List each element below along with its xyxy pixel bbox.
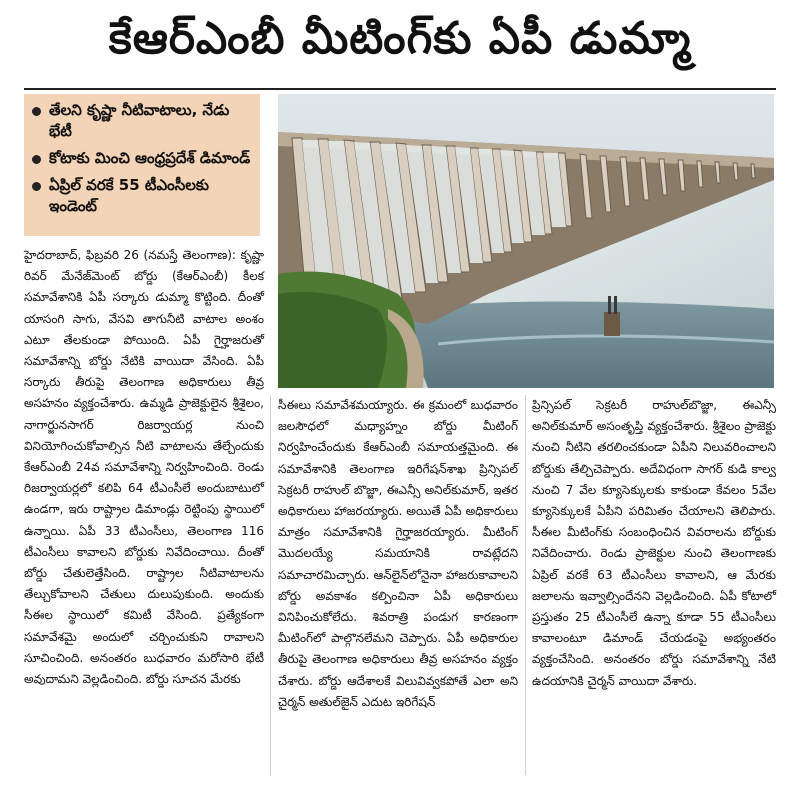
highlight-item [32, 100, 252, 142]
highlight-item [32, 148, 252, 169]
bullet-icon [32, 107, 41, 116]
bullet-icon [32, 155, 41, 164]
column-divider [270, 395, 271, 775]
bullet-icon [32, 182, 41, 191]
highlight-text: తేలని కృష్ణా నీటివాటాలు, నేడు భేటీ [49, 101, 230, 140]
article-headline: కేఆర్‌ఎంబీ మీటింగ్‌కు ఏపీ డుమ్మా [108, 13, 692, 64]
highlight-text: కోటాకు మించి ఆంధ్రప్రదేశ్ డిమాండ్ [49, 149, 251, 167]
highlight-item [32, 175, 252, 217]
article-column-1: హైదరాబాద్, ఫిబ్రవరి 26 (నమస్తే తెలంగాణ): కృష్ణా రివర్ మేనేజ్‌మెంట్ బోర్డు (కేఆర్‌ఎంబీ) కీలక సమావేశానికి ఏపీ సర్కారు డుమ్మా కొట్టింది. దీంతో యాసంగి సాగు, వేసవి తాగునీటి వాటాల అంశం ఎటూ తేలకుండా పోయింది. ఏపీ గైర్హాజరుతో సమావేశాన్ని బోర్డు నేటికి వాయిదా వేసింది. ఏపీ సర్కారు తీరుపై తెలంగాణ అధికారులు తీవ్ర అసహనం వ్యక్తంచేశారు. ఉమ్మడి ప్రాజెక్టులైన శ్రీశైలం, నాగార్జునసాగర్ రిజర్వాయర్ల నుంచి వినియోగించుకోవాల్సిన నీటి వాటాలను తేల్చేందుకు కేఆర్‌ఎంబీ 24వ సమావేశాన్ని నిర్వహించింది. రెండు రిజర్వాయర్లలో కలిపి 64 టీఎంసీలే అందుబాటులో ఉండగా, ఇరు రాష్ట్రాల డిమాండ్లు రెట్టింపు స్థాయిలో ఉన్నాయి. ఏపీ 33 టీఎంసీలు, తెలంగాణ 116 టీఎంసీలు కావాలని బోర్డుకు నివేదించాయి. దీంతో బోర్డు చేతులెత్తేసింది. రాష్ట్రాల నీటివాటాలను తేల్చుకోవాలని చేతులు దులుపుకుంది. అందుకు సీఈల స్థాయిలో కమిటీ వేసింది. ప్రత్యేకంగా సమావేశమై అందులో చర్చించుకుని రావాలని సూచించింది. అనంతరం బుధవారం మరోసారి భేటీ అవుదామని వెల్లడించింది. బోర్డు సూచన మేరకు [24, 248, 264, 687]
article-column-2: సీఈలు సమావేశమయ్యారు. ఈ క్రమంలో బుధవారం జలసౌధలో మధ్యాహ్నం బోర్డు మీటింగ్ నిర్వహించేందుకు కేఆర్‌ఎంబీ సమాయత్తమైంది. ఈ సమావేశానికి తెలంగాణ ఇరిగేషన్‌శాఖ ప్రిన్సిపల్ సెక్రటరీ రాహుల్ బొజ్జా, ఈఎన్సీ అనిల్‌కుమార్, ఇతర అధికారులు హాజరయ్యారు. అయితే ఏపీ అధికారులు మాత్రం సమావేశానికి గైర్హాజరయ్యారు. మీటింగ్ మొదలయ్యే సమయానికి రావట్లేదని సమాచారమిచ్చారు. ఆన్‌లైన్‌లోనైనా హాజరుకావాలని బోర్డు అవకాశం కల్పించినా ఏపీ అధికారులు వినిపించుకోలేదు. శివరాత్రి పండుగ కారణంగా మీటింగ్‌లో పాల్గొనలేమని చెప్పారు. ఏపీ అధికారుల తీరుపై తెలంగాణ అధికారులు తీవ్ర అసహనం వ్యక్తం చేశారు. బోర్డు ఆదేశాలకే విలువివ్వకపోతే ఎలా అని చైర్మన్ అతుల్‌జైన్ ఎదుట ఇరిగేషన్ [278, 398, 518, 709]
dam-spillway-photo [278, 94, 774, 388]
column-divider [525, 395, 526, 775]
headline-rule [24, 88, 776, 90]
highlights-box [24, 94, 260, 236]
dam-illustration [278, 94, 774, 388]
highlight-text: ఏప్రిల్ వరకే 55 టీఎంసీలకు ఇండెంట్ [49, 176, 209, 215]
article-column-3: ప్రిన్సిపల్ సెక్రటరీ రాహుల్‌బొజ్జా, ఈఎన్సీ అనిల్‌కుమార్ అసంతృప్తి వ్యక్తంచేశారు. శ్రీశైలం ప్రాజెక్టు నుంచి నీటిని తరలించకుండా ఏపీని నిలువరించాలని బోర్డుకు తేల్చిచెప్పారు. అదేవిధంగా సాగర్ కుడి కాల్వ నుంచి 7 వేల క్యూసెక్కులకు కాకుండా కేవలం 5వేల క్యూసెక్కులకే ఏపీని పరిమితం చేయాలని తెలిపారు. సీఈల మీటింగ్‌కు సంబంధించిన వివరాలను బోర్డుకు నివేదించారు. రెండు ప్రాజెక్టుల నుంచి తెలంగాణకు ఏప్రిల్ వరకే 63 టీఎంసీలు కావాలని, ఆ మేరకు జలాలను ఇవ్వాల్సిందేనని వెల్లడించింది. ఏపీ కోటాలో ప్రస్తుతం 25 టీఎంసీలే ఉన్నా కూడా 55 టీఎంసీలు కావాలంటూ డిమాండ్ చేయడంపై అభ్యంతరం వ్యక్తంచేసింది. అనంతరం బోర్డు సమావేశాన్ని నేటి ఉదయానికి చైర్మన్ వాయిదా వేశారు. [532, 398, 776, 688]
